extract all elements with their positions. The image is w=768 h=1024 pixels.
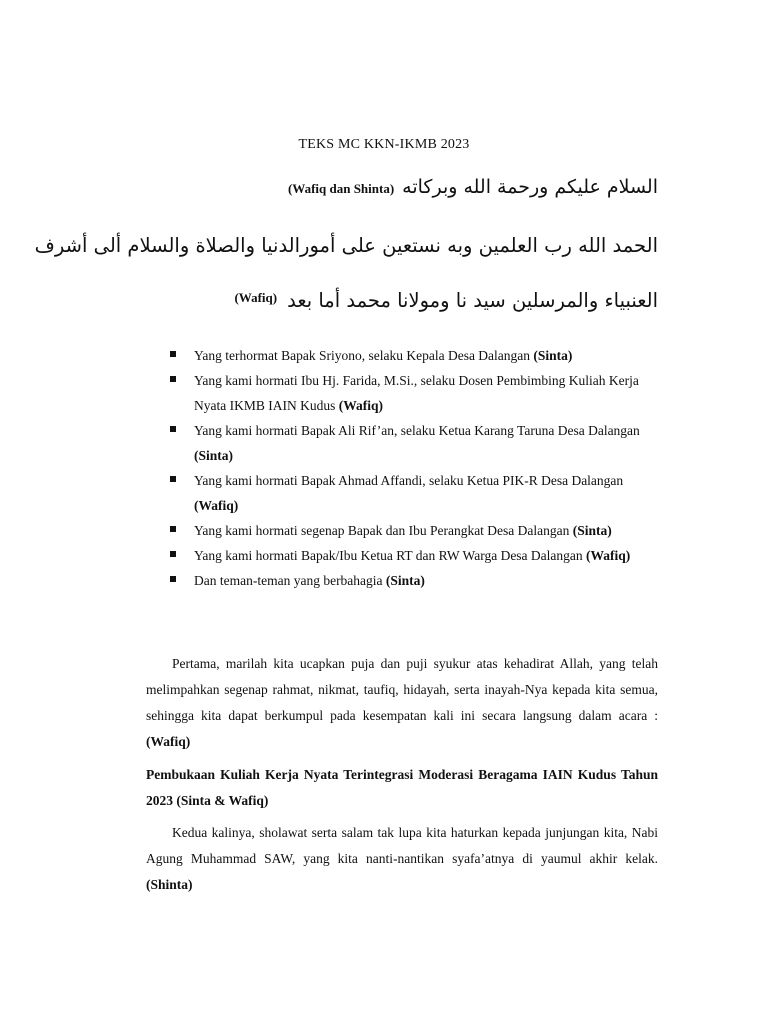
arabic-hamdalah-line (35, 234, 658, 257)
list-item (166, 518, 646, 543)
list-item (166, 418, 646, 468)
arabic-shalawat-text: العنبياء والمرسلين سيد نا ومولانا محمد أما بعد (287, 289, 658, 312)
greeting-speaker: (Sinta) (385, 573, 425, 588)
arabic-shalawat-line (234, 289, 658, 312)
greeting-speaker: (Sinta) (572, 523, 612, 538)
greetings-list (166, 343, 646, 593)
arabic-greeting-text: السلام عليكم ورحمة الله وبركاته (402, 176, 658, 198)
paragraph-shalawat-speaker: (Shinta) (146, 877, 193, 892)
arabic-hamdalah-text: الحمد الله رب العلمين وبه نستعين على أمورالدنيا والصلاة والسلام ألى أشرف (34, 234, 658, 257)
greeting-text: Yang kami hormati segenap Bapak dan Ibu Perangkat Desa Dalangan (194, 523, 573, 538)
greeting-speaker: (Sinta) (194, 448, 234, 463)
greeting-speaker: (Wafiq) (586, 548, 631, 563)
greeting-text: Yang kami hormati Ibu Hj. Farida, M.Si., selaku Dosen Pembimbing Kuliah Kerja Nyata IKMB IAIN Kudus (194, 373, 639, 413)
greeting-text: Yang kami hormati Bapak/Ibu Ketua RT dan RW Warga Desa Dalangan (194, 548, 587, 563)
arabic-greeting (288, 176, 658, 198)
list-item (166, 343, 646, 368)
greeting-speaker: (Wafiq) (338, 398, 383, 413)
greeting-speaker: (Sinta) (533, 348, 573, 363)
list-item (166, 468, 646, 518)
list-item (166, 543, 646, 568)
paragraph-opening (146, 651, 658, 755)
paragraph-shalawat-text: Kedua kalinya, sholawat serta salam tak lupa kita haturkan kepada junjungan kita, Nabi Agung Muhammad SAW, yang kita nanti-nantikan syafa’atnya di yaumul akhir kelak. (146, 825, 658, 866)
arabic-greeting-speaker: (Wafiq dan Shinta) (287, 181, 395, 196)
greeting-text: Dan teman-teman yang berbahagia (194, 573, 386, 588)
greeting-text: Yang terhormat Bapak Sriyono, selaku Kepala Desa Dalangan (194, 348, 534, 363)
list-item (166, 568, 646, 593)
paragraph-shalawat (146, 820, 658, 898)
greeting-text: Yang kami hormati Bapak Ali Rif’an, selaku Ketua Karang Taruna Desa Dalangan (194, 423, 640, 438)
greeting-text: Yang kami hormati Bapak Ahmad Affandi, selaku Ketua PIK-R Desa Dalangan (194, 473, 624, 488)
paragraph-opening-speaker: (Wafiq) (146, 734, 191, 749)
event-name-heading: Pembukaan Kuliah Kerja Nyata Terintegrasi Moderasi Beragama IAIN Kudus Tahun 2023 (Sinta & Wafiq) (146, 767, 658, 808)
document-title: TEKS MC KKN-IKMB 2023 (298, 137, 470, 152)
arabic-shalawat-speaker: (Wafiq) (234, 290, 278, 305)
greeting-speaker: (Wafiq) (194, 498, 239, 513)
paragraph-opening-text: Pertama, marilah kita ucapkan puja dan puji syukur atas kehadirat Allah, yang telah melimpahkan segenap rahmat, nikmat, taufiq, hidayah, serta inayah-Nya kepada kita semua, sehingga kita dapat berkumpul pada kesempatan kali ini secara langsung dalam acara : (146, 656, 658, 723)
list-item (166, 368, 646, 418)
